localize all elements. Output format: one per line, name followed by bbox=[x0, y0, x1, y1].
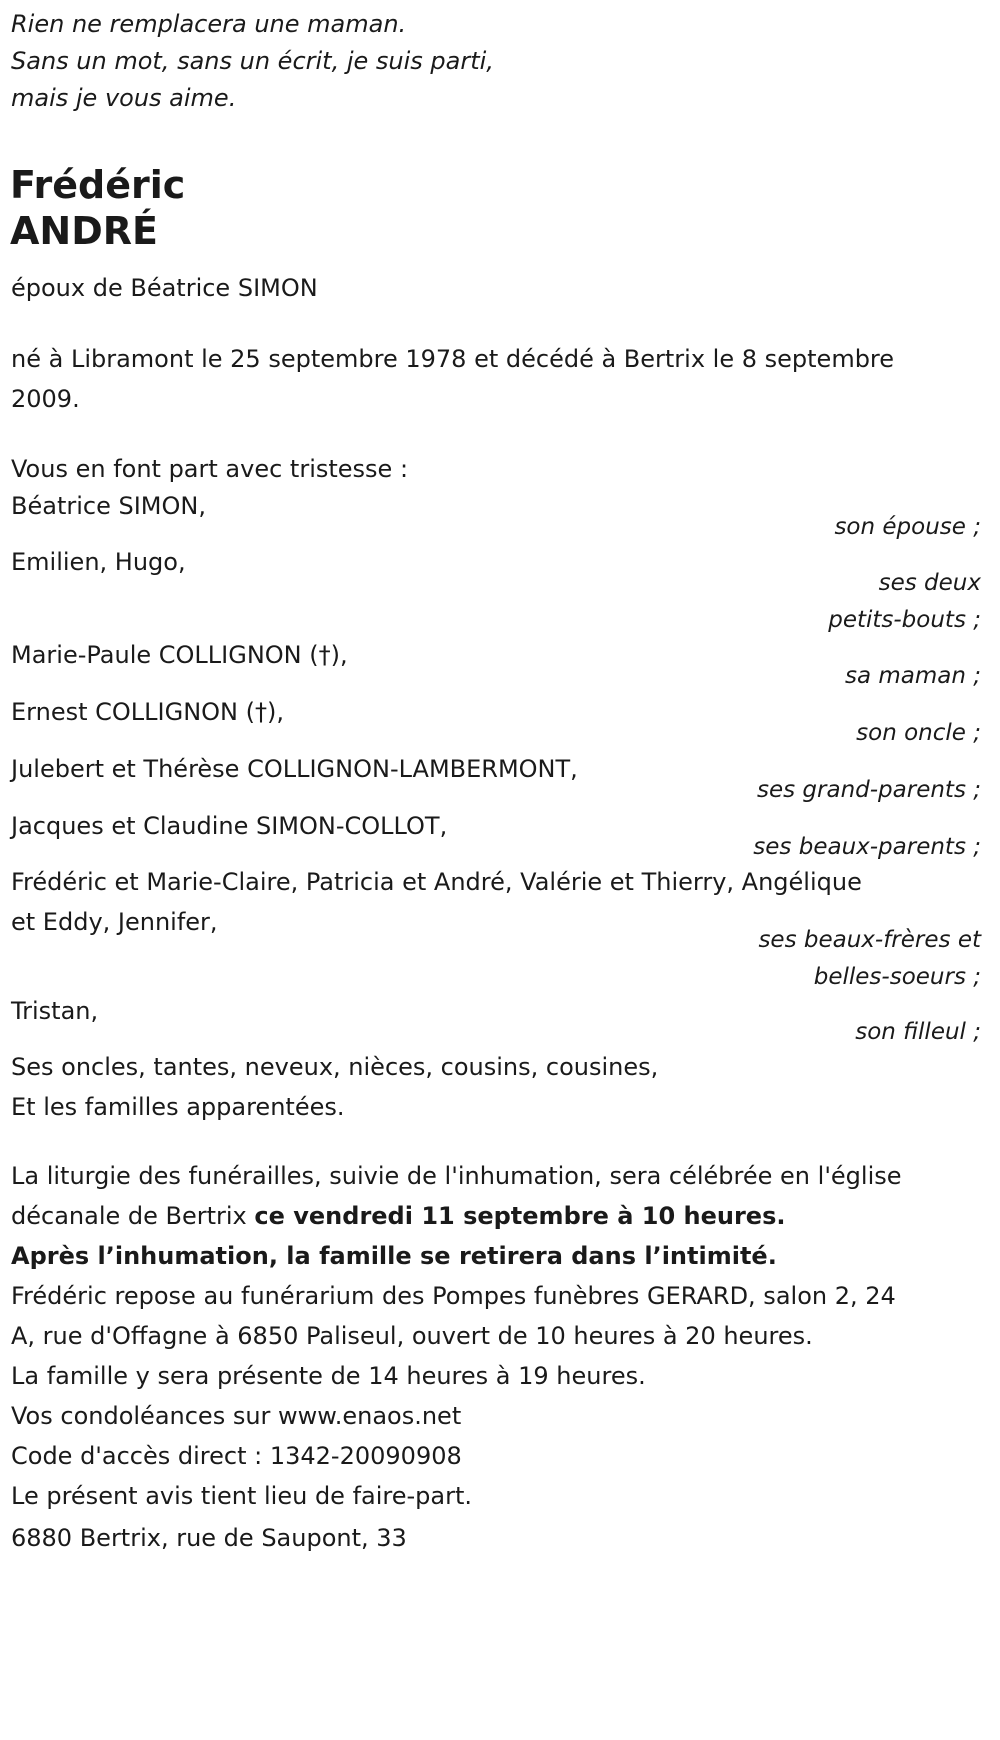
family-member-names: Marie-Paule COLLIGNON (†), bbox=[11, 641, 348, 669]
ceremony-intimacy: Après l’inhumation, la famille se retirera dans l’intimité. bbox=[11, 1242, 777, 1270]
family-member-names: Emilien, Hugo, bbox=[11, 548, 186, 576]
ceremony-line: La liturgie des funérailles, suivie de l'inhumation, sera célébrée en l'église bbox=[11, 1162, 902, 1190]
birth-death bbox=[11, 339, 991, 419]
family-member bbox=[11, 806, 981, 860]
family-member bbox=[11, 749, 981, 803]
family-member bbox=[11, 862, 981, 990]
epitaph-line: Rien ne remplacera une maman. bbox=[11, 10, 407, 38]
condolences-line: Vos condoléances sur www.enaos.net bbox=[11, 1402, 462, 1430]
family-member-relation: son oncle ; bbox=[856, 720, 981, 746]
access-code-line: Code d'accès direct : 1342-20090908 bbox=[11, 1442, 462, 1470]
epitaph-line: Sans un mot, sans un écrit, je suis parti, bbox=[11, 47, 494, 75]
address-text: 6880 Bertrix, rue de Saupont, 33 bbox=[11, 1524, 407, 1552]
family-member-relation: sa maman ; bbox=[844, 663, 981, 689]
family-member-names: Julebert et Thérèse COLLIGNON-LAMBERMONT, bbox=[11, 755, 578, 783]
spouse-line bbox=[11, 268, 991, 308]
extended-family-line: Ses oncles, tantes, neveux, nièces, cousins, cousines, bbox=[11, 1053, 659, 1081]
family-member bbox=[11, 635, 981, 689]
extended-family-line: Et les familles apparentées. bbox=[11, 1093, 345, 1121]
ceremony-line: Frédéric repose au funérarium des Pompes funèbres GERARD, salon 2, 24 bbox=[11, 1282, 896, 1310]
family-member-names: Tristan, bbox=[11, 997, 99, 1025]
family-member-relation: ses deux bbox=[878, 570, 981, 596]
birth-death-line: né à Libramont le 25 septembre 1978 et décédé à Bertrix le 8 septembre bbox=[11, 345, 895, 373]
ceremony-info bbox=[11, 1156, 991, 1516]
address bbox=[11, 1518, 991, 1558]
family-member-relation: ses beaux-frères et bbox=[758, 927, 981, 953]
family-member-relation: ses grand-parents ; bbox=[757, 777, 981, 803]
family-member bbox=[11, 991, 981, 1045]
ceremony-line: La famille y sera présente de 14 heures à 19 heures. bbox=[11, 1362, 646, 1390]
family-member-relation: son épouse ; bbox=[834, 514, 981, 540]
family-member-names: et Eddy, Jennifer, bbox=[11, 908, 218, 936]
spouse-text: époux de Béatrice SIMON bbox=[11, 274, 318, 302]
deceased-last-name: ANDRÉ bbox=[10, 209, 158, 253]
family-member-names: Béatrice SIMON, bbox=[11, 492, 206, 520]
extended-family bbox=[11, 1047, 991, 1127]
family-member bbox=[11, 692, 981, 746]
deceased-name bbox=[10, 162, 185, 254]
ceremony-date: ce vendredi 11 septembre à 10 heures. bbox=[254, 1202, 786, 1230]
family-member bbox=[11, 542, 981, 633]
family-member-relation: ses beaux-parents ; bbox=[753, 834, 981, 860]
family-member-names: Ernest COLLIGNON (†), bbox=[11, 698, 284, 726]
family-member-names: Jacques et Claudine SIMON-COLLOT, bbox=[11, 812, 448, 840]
ceremony-location: décanale de Bertrix bbox=[11, 1202, 255, 1230]
deceased-first-name: Frédéric bbox=[10, 163, 186, 207]
ceremony-line: A, rue d'Offagne à 6850 Paliseul, ouvert de 10 heures à 20 heures. bbox=[11, 1322, 813, 1350]
family-member-relation: son filleul ; bbox=[855, 1019, 981, 1045]
family-member-relation: belles-soeurs ; bbox=[813, 964, 981, 990]
epitaph bbox=[11, 6, 494, 117]
ceremony-line bbox=[11, 1196, 991, 1236]
family-member bbox=[11, 486, 981, 540]
family-intro-text: Vous en font part avec tristesse : bbox=[11, 455, 409, 483]
epitaph-line: mais je vous aime. bbox=[11, 84, 237, 112]
family-member-names: Frédéric et Marie-Claire, Patricia et André, Valérie et Thierry, Angélique bbox=[11, 868, 862, 896]
ceremony-line: Le présent avis tient lieu de faire-part. bbox=[11, 1482, 473, 1510]
family-intro bbox=[11, 449, 991, 489]
birth-death-line: 2009. bbox=[11, 385, 80, 413]
family-member-relation: petits-bouts ; bbox=[828, 607, 981, 633]
